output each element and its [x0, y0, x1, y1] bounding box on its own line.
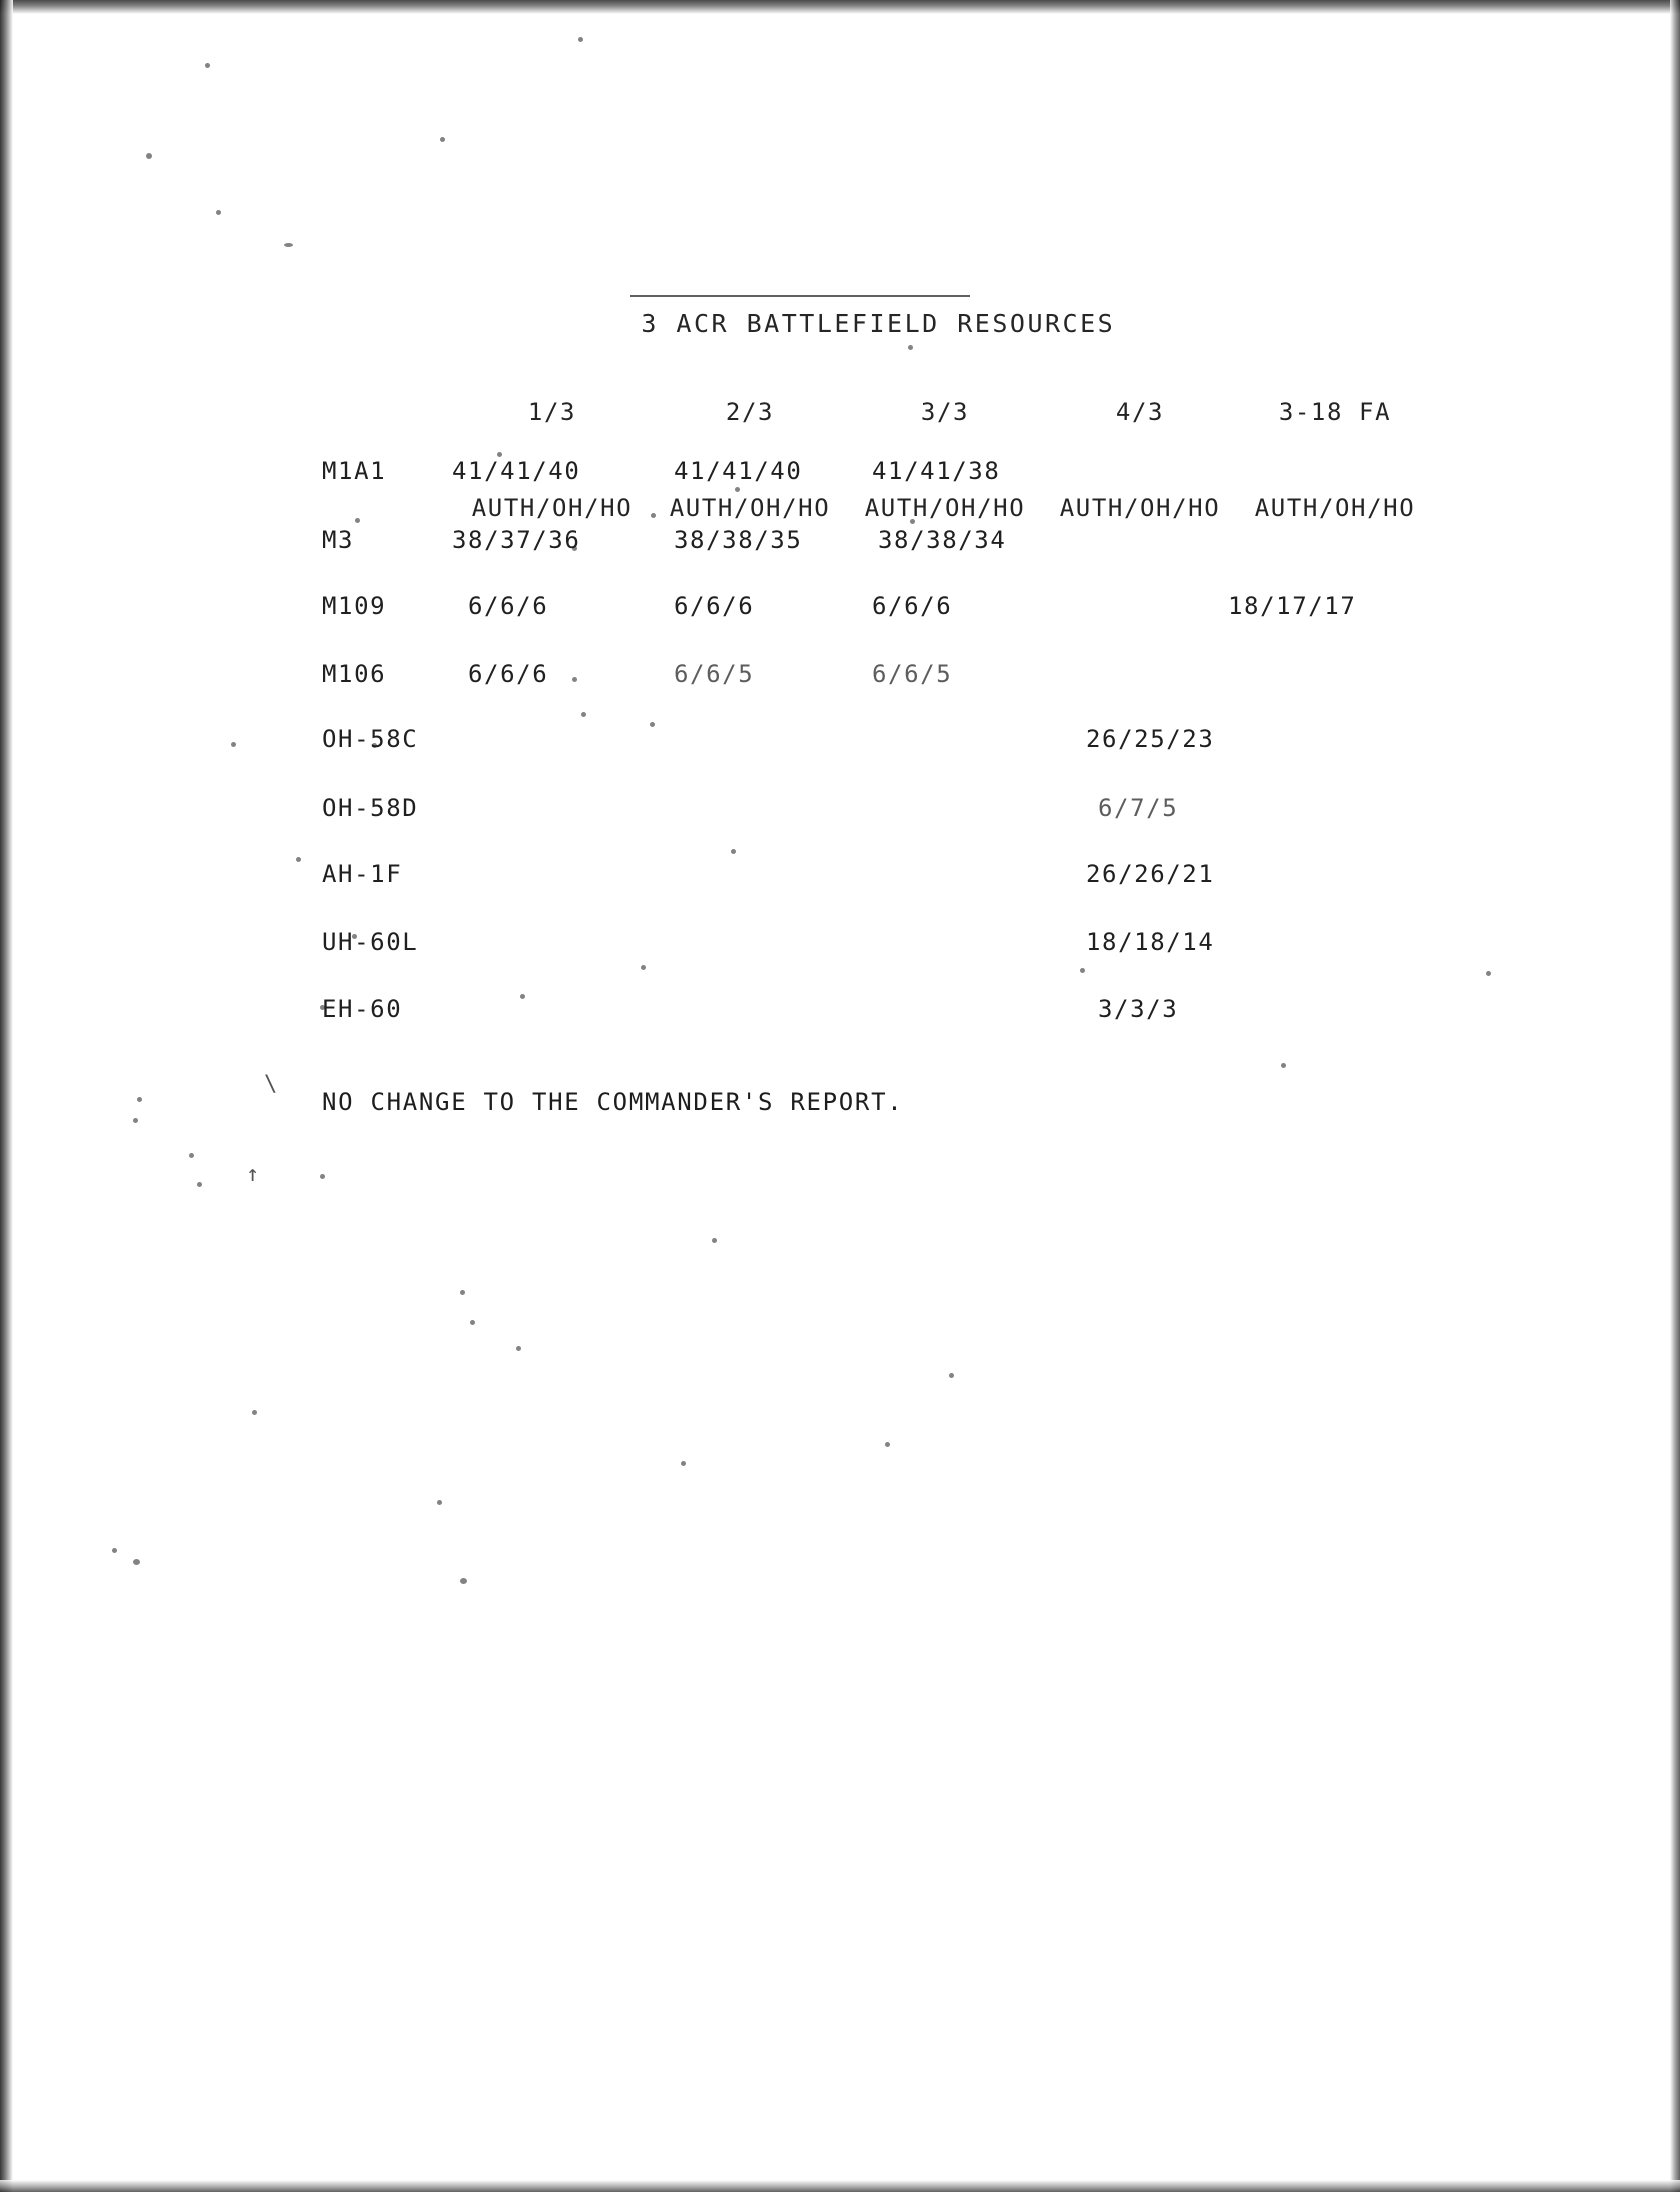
column-unit-label: 4/3	[1115, 398, 1165, 426]
table-cell: 26/25/23	[1086, 725, 1215, 753]
table-cell: 6/6/6	[468, 592, 549, 620]
column-sub-label: AUTH/OH/HO	[471, 494, 633, 522]
table-cell: 38/38/34	[878, 526, 1007, 554]
table-cell: 6/6/6	[872, 592, 953, 620]
table-row-label: M106	[322, 660, 387, 688]
table-cell: 41/41/38	[872, 457, 1001, 485]
table-cell: 41/41/40	[674, 457, 803, 485]
table-cell: 26/26/21	[1086, 860, 1215, 888]
table-cell: 38/38/35	[674, 526, 803, 554]
column-unit-label: 3/3	[920, 398, 970, 426]
column-unit-label: 1/3	[527, 398, 577, 426]
column-unit-label: 3-18 FA	[1278, 398, 1392, 426]
column-unit-label: 2/3	[725, 398, 775, 426]
table-cell: 41/41/40	[452, 457, 581, 485]
table-row-label: M3	[322, 526, 355, 554]
table-cell: 6/6/5	[872, 660, 953, 688]
table-cell: 18/18/14	[1086, 928, 1215, 956]
table-row-label: OH-58C	[322, 725, 419, 753]
margin-pencil-mark: ↑	[246, 1162, 260, 1187]
column-header-3-18-fa	[1230, 342, 1440, 578]
table-cell: 38/37/36	[452, 526, 581, 554]
column-sub-label: AUTH/OH/HO	[1254, 494, 1416, 522]
column-sub-label: AUTH/OH/HO	[669, 494, 831, 522]
table-row-label: OH-58D	[322, 794, 419, 822]
table-cell: 6/7/5	[1098, 794, 1179, 822]
margin-tick-mark: \	[264, 1072, 278, 1097]
table-row-label: UH-60L	[322, 928, 419, 956]
table-cell: 3/3/3	[1098, 995, 1179, 1023]
table-row-label: M109	[322, 592, 387, 620]
commanders-report-note: NO CHANGE TO THE COMMANDER'S REPORT.	[322, 1088, 904, 1116]
table-row-label: M1A1	[322, 457, 387, 485]
table-cell: 6/6/5	[674, 660, 755, 688]
table-cell: 6/6/6	[468, 660, 549, 688]
column-sub-label: AUTH/OH/HO	[1059, 494, 1221, 522]
column-sub-label: AUTH/OH/HO	[864, 494, 1026, 522]
table-row-label: EH-60	[322, 995, 403, 1023]
table-cell: 18/17/17	[1228, 592, 1357, 620]
column-header-4-3	[1040, 342, 1240, 578]
page-title-text: 3 ACR BATTLEFIELD RESOURCES	[641, 309, 1116, 338]
title-strikethrough	[630, 295, 970, 297]
table-row-label: AH-1F	[322, 860, 403, 888]
table-cell: 6/6/6	[674, 592, 755, 620]
